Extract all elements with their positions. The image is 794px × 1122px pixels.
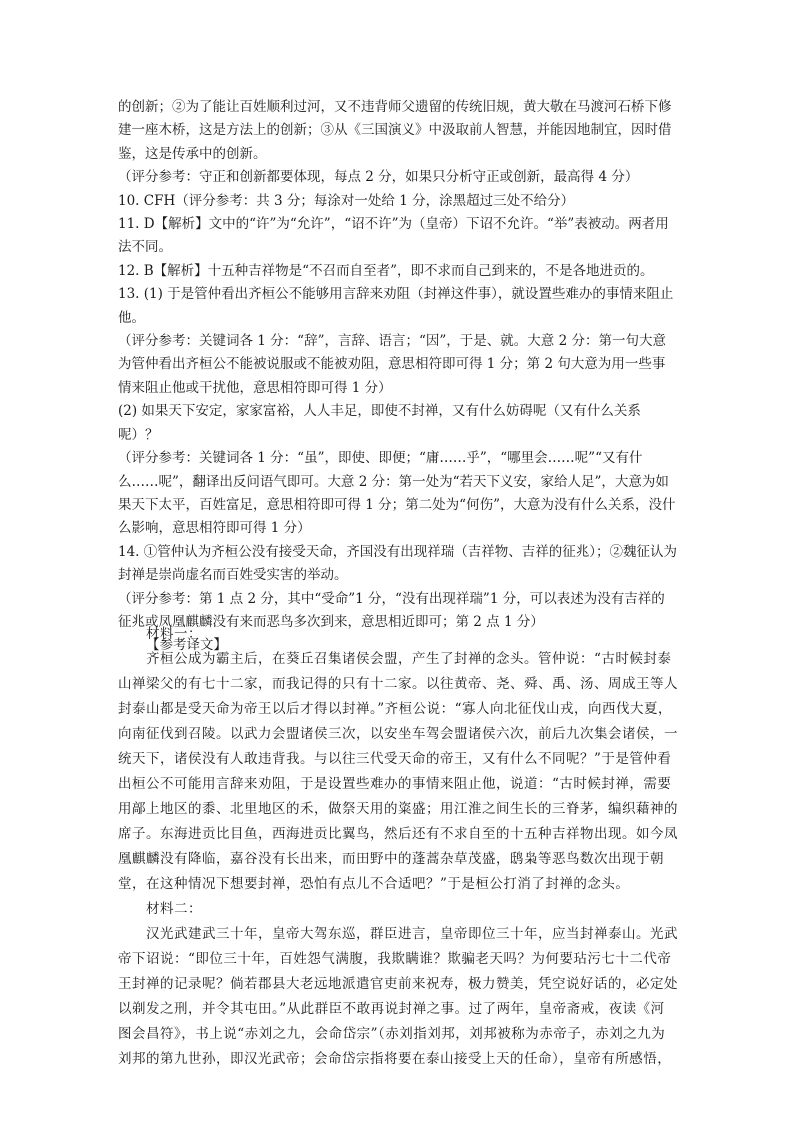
translation-section <box>118 622 678 1072</box>
scoring-note-q13-1: （评分参考：关键词各 1 分：“辞”，言辞、语言；“因”，于是、就。大意 2 分：第一句大意为管仲看出齐桓公不能被说服或不能被劝阻，意思相符即可得 1 分；第 2 句大意为用一些事情来阻止他或干扰他，意思相符即可得 1 分） <box>118 333 666 396</box>
scoring-note: （评分参考：守正和创新都要体现，每点 2 分，如果只分析守正或创新，最高得 4 分） <box>118 169 639 186</box>
scoring-note-q13-2: （评分参考：关键词各 1 分：“虽”，即使、即便；“庸……乎”，“哪里会……呢”“又有什么……呢”，翻译出反问语气即可。大意 2 分：第一处为“若天下义安，家给人足”，大意为如果天下太平，百姓富足，意思相符即可得 1 分；第二处为“何伤”，大意为没有什么关系，没什么影响，意思相符即可得 1 分） <box>118 450 676 537</box>
answer-q11: 11. D【解析】文中的“许”为“允许”，“诏不许”为（皇帝）下诏不允许。“举”表被动。两者用法不同。 <box>118 216 669 256</box>
material-1-label: 材料一： <box>146 626 202 642</box>
answer-q14: 14. ①管仲认为齐桓公没有接受天命，齐国没有出现祥瑞（吉祥物、吉祥的征兆）；②魏征认为封禅是崇尚虚名而百姓受实害的举动。 <box>118 543 678 584</box>
scoring-note-q14: （评分参考：第 1 点 2 分，其中“受命”1 分，“没有出现祥瑞”1 分，可以表述为没有吉祥的征兆或凤凰麒麟没有来而恶鸟多次到来，意思相近即可；第 2 点 1 分） <box>118 590 665 630</box>
answer-q13-2: (2) 如果天下安定，家家富裕，人人丰足，即使不封禅，又有什么妨碍呢（又有什么关系呢）？ <box>118 403 641 443</box>
translation-heading: 【参考译文】 <box>146 637 227 654</box>
answer-paragraph: 的创新；②为了能让百姓顺利过河，又不违背师父遗留的传统旧规，黄大敬在马渡河石桥下修建一座木桥，这是方法上的创新；③从《三国演义》中汲取前人智慧，并能因地制宜，因时借鉴，这是传承中的创新。 <box>118 99 672 162</box>
answer-section <box>118 96 678 658</box>
material-2-label: 材料二： <box>146 901 202 917</box>
material-1-text: 齐桓公成为霸主后，在葵丘召集诸侯会盟，产生了封禅的念头。管仲说：“古时候封泰山禅梁父的有七十二家，而我记得的只有十二家。以往黄帝、尧、舜、禹、汤、周成王等人封泰山都是受天命为帝王以后才得以封禅。”齐桓公说：“寡人向北征伐山戎，向西伐大夏，向南征伐到召陵。以武力会盟诸侯三次，以安坐车驾会盟诸侯六次，前后九次集会诸侯，一统天下，诸侯没有人敢违背我。与以往三代受天命的帝王，又有什么不同呢？”于是管仲看出桓公不可能用言辞来劝阻，于是设置些难办的事情来阻止他，说道：“古时候封禅，需要用鄗上地区的黍、北里地区的禾，做祭天用的粢盛；用江淮之间生长的三脊茅，编织藉神的席子。东海进贡比目鱼，西海进贡比翼鸟，然后还有不求自至的十五种吉祥物出现。如今凤凰麒麟没有降临，嘉谷没有长出来，而田野中的蓬蒿杂草茂盛，鸱枭等恶鸟数次出现于朝堂，在这种情况下想要封禅，恐怕有点儿不合适吧？”于是桓公打消了封禅的念头。 <box>118 651 678 892</box>
answer-q13-1: 13. (1) 于是管仲看出齐桓公不能够用言辞来劝阻（封禅这件事），就设置些难办的事情来阻止他。 <box>118 286 674 326</box>
answer-q12: 12. B【解析】十五种吉祥物是“不召而自至者”，即不求而自己到来的，不是各地进贡的。 <box>118 262 654 279</box>
material-2-text: 汉光武建武三十年，皇帝大驾东巡，群臣进言，皇帝即位三十年，应当封禅泰山。光武帝下诏说：“即位三十年，百姓怨气满腹，我欺瞒谁？欺骗老天吗？为何要玷污七十二代帝王封禅的记录呢？倘若郡县大老远地派遣官吏前来祝寿，极力赞美，凭空说好话的，必定处以剃发之刑，并令其屯田。”从此群臣不敢再说封禅之事。过了两年，皇帝斋戒，夜读《河图会昌符》，书上说“赤刘之九，会命岱宗”（赤刘指刘邦，刘邦被称为赤帝子，赤刘之九为刘邦的第九世孙，即汉光武帝；会命岱宗指将要在泰山接受上天的任命），皇帝有所感悟， <box>118 926 678 1067</box>
answer-q10: 10. CFH（评分参考：共 3 分；每涂对一处给 1 分，涂黑超过三处不给分） <box>118 192 575 209</box>
